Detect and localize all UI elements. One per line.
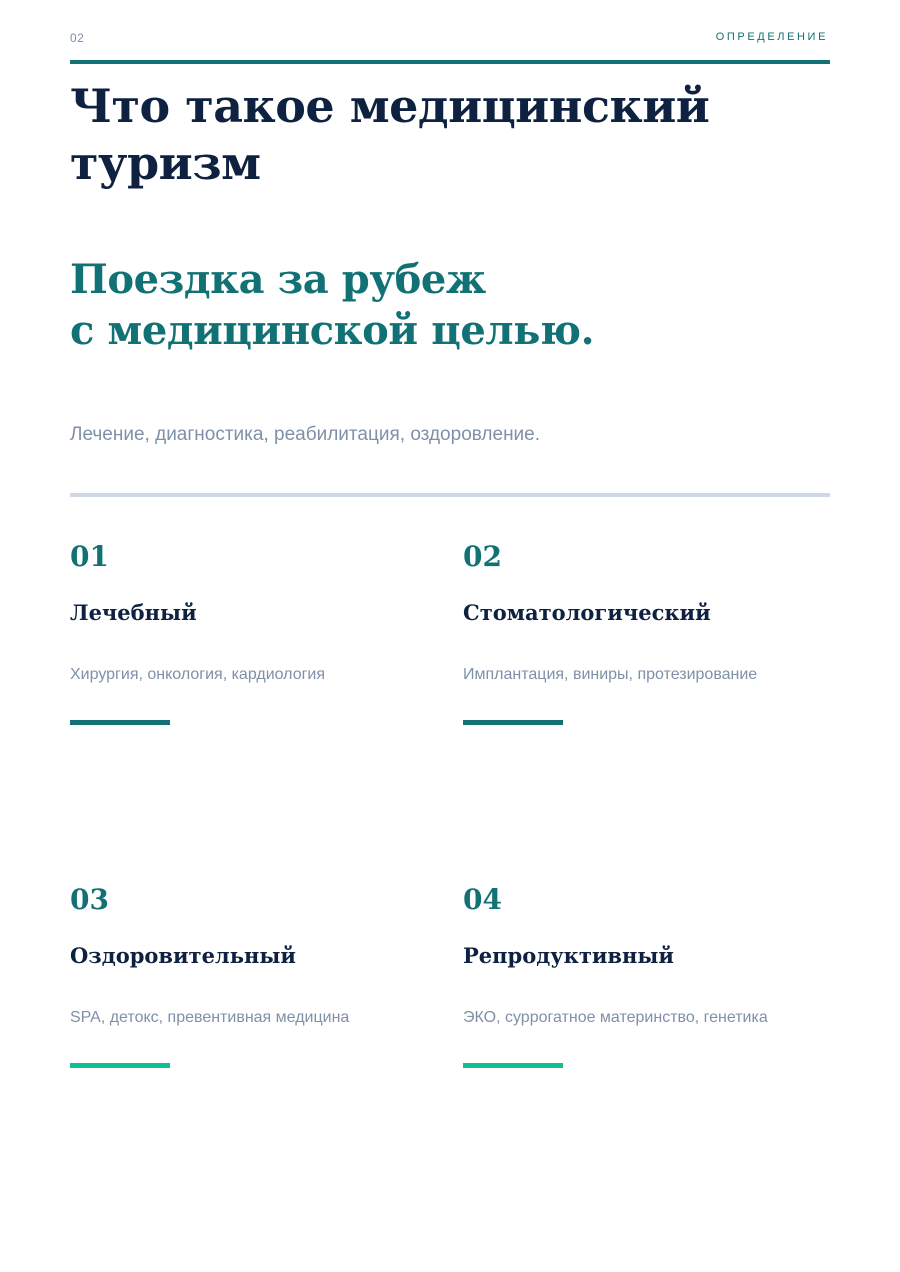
top-rule: [70, 60, 830, 64]
tagline-line-1: Поездка за рубеж: [70, 256, 486, 303]
section-label: ОПРЕДЕЛЕНИЕ: [715, 31, 828, 43]
category-title: Лечебный: [70, 600, 197, 625]
category-description: Хирургия, онкология, кардиология: [70, 666, 326, 683]
category-card-wellness: [70, 883, 450, 1083]
tagline-line-2: с медицинской целью.: [70, 307, 595, 354]
category-card-dental: [463, 540, 843, 740]
page-number: 02: [70, 31, 85, 45]
category-title: Стоматологический: [463, 600, 711, 625]
category-card-reproductive: [463, 883, 843, 1083]
category-number: 01: [70, 540, 109, 573]
category-title: Репродуктивный: [463, 943, 674, 968]
tagline: [70, 254, 830, 356]
lead-text: Лечение, диагностика, реабилитация, оздоровление.: [70, 424, 541, 445]
section-divider: [70, 493, 830, 497]
category-description: ЭКО, суррогатное материнство, генетика: [463, 1009, 768, 1026]
category-accent-bar: [70, 1063, 170, 1068]
category-number: 04: [463, 883, 502, 916]
category-number: 03: [70, 883, 109, 916]
page-title: Что такое медицинский туризм: [70, 79, 710, 190]
category-title: Оздоровительный: [70, 943, 296, 968]
category-accent-bar: [463, 1063, 563, 1068]
category-accent-bar: [463, 720, 563, 725]
category-number: 02: [463, 540, 502, 573]
category-card-medical: [70, 540, 450, 740]
category-description: Имплантация, виниры, протезирование: [463, 666, 758, 683]
category-description: SPA, детокс, превентивная медицина: [70, 1009, 350, 1026]
category-accent-bar: [70, 720, 170, 725]
